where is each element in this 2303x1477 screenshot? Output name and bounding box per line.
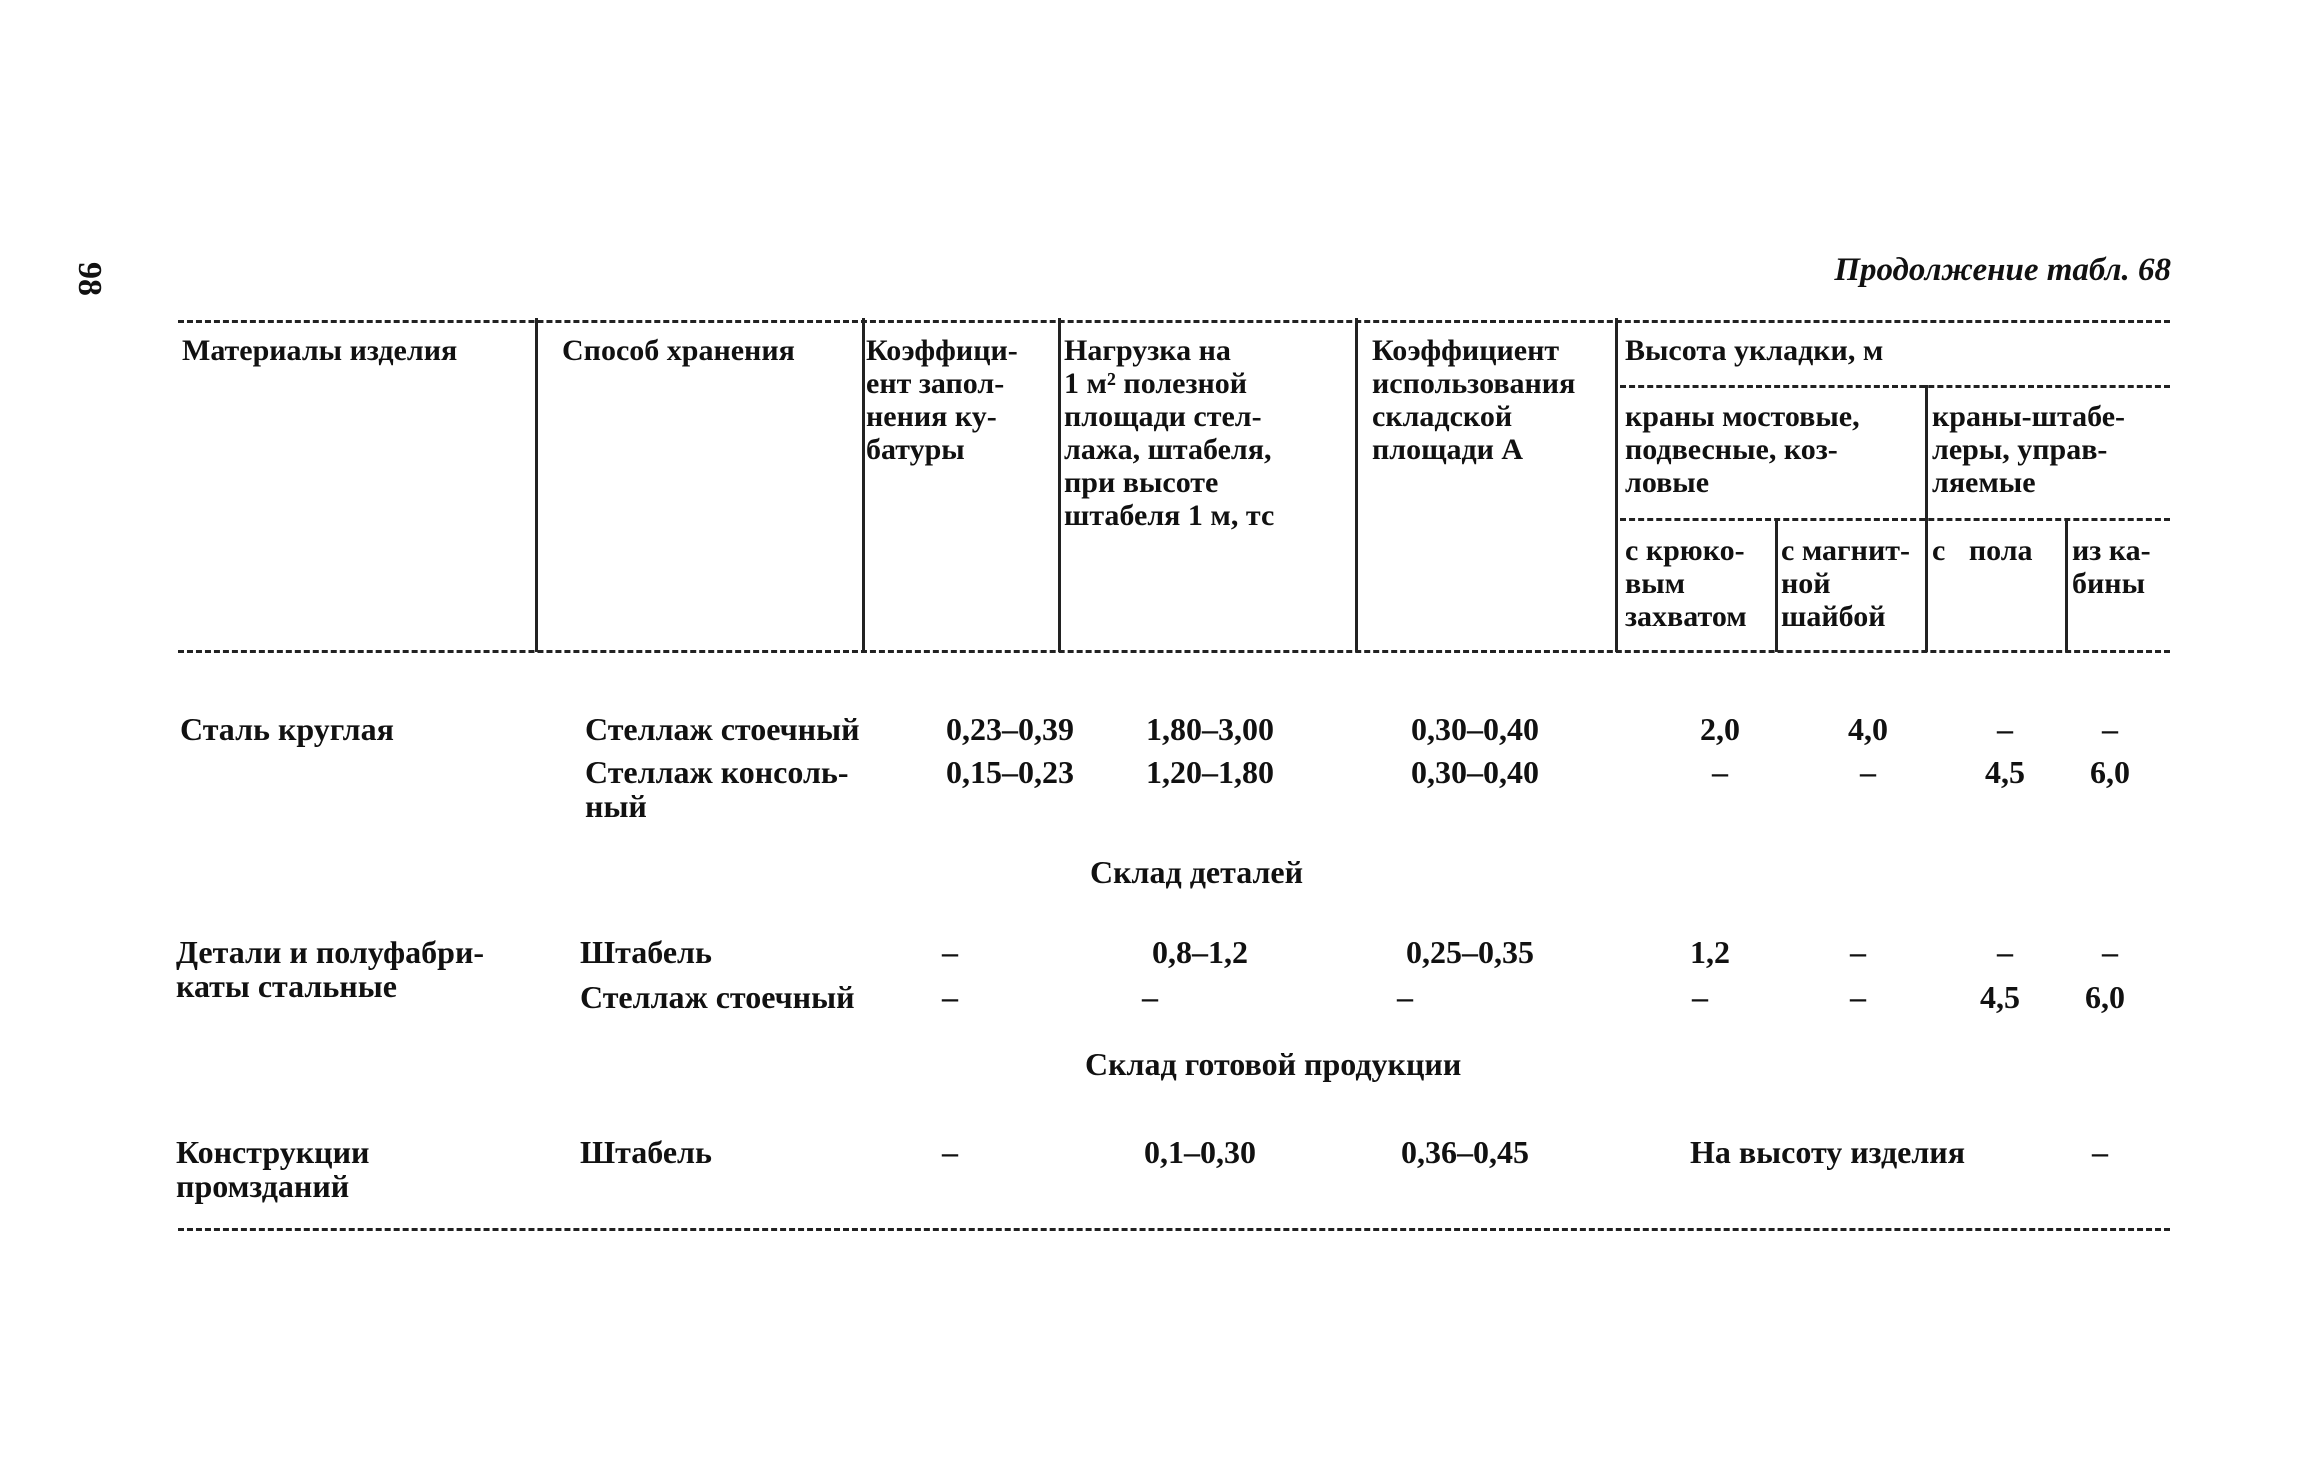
header-magnet: с магнит- ной шайбой xyxy=(1781,534,1910,633)
row4-magnet: – xyxy=(1850,979,1866,1015)
col-divider xyxy=(1355,318,1358,652)
header-cabin: из ка- бины xyxy=(2072,534,2151,600)
row1-floor: – xyxy=(1997,711,2013,747)
row5-height: На высоту изделия xyxy=(1690,1134,1966,1170)
row3-hook: 1,2 xyxy=(1690,934,1730,970)
row1-material: Сталь круглая xyxy=(180,711,394,747)
header-storage: Способ хранения xyxy=(562,334,795,367)
row4-usage: – xyxy=(1397,979,1413,1015)
height-subheader-rule xyxy=(1620,385,2170,388)
row4-load: – xyxy=(1142,979,1158,1015)
row2-cabin: 6,0 xyxy=(2090,754,2130,790)
header-usage-coef: Коэффициент использования складской площади А xyxy=(1372,334,1576,466)
row2-hook: – xyxy=(1712,754,1728,790)
header-floor: с пола xyxy=(1932,534,2033,567)
row5-cabin: – xyxy=(2092,1134,2108,1170)
table-top-rule xyxy=(178,320,2170,323)
row5-storage: Штабель xyxy=(580,1134,712,1170)
row4-cabin: 6,0 xyxy=(2085,979,2125,1015)
row2-usage: 0,30–0,40 xyxy=(1411,754,1539,790)
header-cranes-bridge: краны мостовые, подвесные, коз- ловые xyxy=(1625,400,1860,499)
col-divider xyxy=(1775,518,1778,652)
section-heading: Склад готовой продукции xyxy=(1085,1046,1462,1082)
crane-subheader-rule xyxy=(1620,518,2170,521)
row1-fill: 0,23–0,39 xyxy=(946,711,1074,747)
row1-hook: 2,0 xyxy=(1700,711,1740,747)
row2-storage: Стеллаж консоль- ный xyxy=(585,754,849,824)
col-divider xyxy=(862,318,865,652)
row1-usage: 0,30–0,40 xyxy=(1411,711,1539,747)
col-divider xyxy=(1058,318,1061,652)
row3-load: 0,8–1,2 xyxy=(1152,934,1248,970)
row3-magnet: – xyxy=(1850,934,1866,970)
table-caption: Продолжение табл. 68 xyxy=(1834,252,2171,288)
row2-load: 1,20–1,80 xyxy=(1146,754,1274,790)
row5-fill: – xyxy=(942,1134,958,1170)
row2-floor: 4,5 xyxy=(1985,754,2025,790)
row4-hook: – xyxy=(1692,979,1708,1015)
row5-material: Конструкции промзданий xyxy=(176,1134,370,1204)
header-bottom-rule xyxy=(178,650,2170,653)
row4-fill: – xyxy=(942,979,958,1015)
row3-floor: – xyxy=(1997,934,2013,970)
row1-magnet: 4,0 xyxy=(1848,711,1888,747)
row1-storage: Стеллаж стоечный xyxy=(585,711,860,747)
col-divider xyxy=(2065,518,2068,652)
row2-fill: 0,15–0,23 xyxy=(946,754,1074,790)
table-bottom-rule xyxy=(178,1228,2170,1231)
row4-storage: Стеллаж стоечный xyxy=(580,979,855,1015)
row3-fill: – xyxy=(942,934,958,970)
col-divider xyxy=(1615,318,1618,652)
header-height: Высота укладки, м xyxy=(1625,334,1884,367)
row3-cabin: – xyxy=(2102,934,2118,970)
row2-magnet: – xyxy=(1860,754,1876,790)
section-heading: Склад деталей xyxy=(1090,854,1304,890)
col-divider xyxy=(535,318,538,652)
row5-load: 0,1–0,30 xyxy=(1144,1134,1256,1170)
header-load: Нагрузка на 1 м² полезной площади стел- лажа, штабеля, при высоте штабеля 1 м, тс xyxy=(1064,334,1275,532)
row3-storage: Штабель xyxy=(580,934,712,970)
row3-material: Детали и полуфабри- каты стальные xyxy=(176,934,485,1004)
row1-load: 1,80–3,00 xyxy=(1146,711,1274,747)
row4-floor: 4,5 xyxy=(1980,979,2020,1015)
header-hook: с крюко- вым захватом xyxy=(1625,534,1747,633)
col-divider xyxy=(1925,385,1928,652)
row5-usage: 0,36–0,45 xyxy=(1401,1134,1529,1170)
row3-usage: 0,25–0,35 xyxy=(1406,934,1534,970)
row1-cabin: – xyxy=(2102,711,2118,747)
header-fill-coef: Коэффици- ент запол- нения ку- батуры xyxy=(866,334,1018,466)
page-number: 98 xyxy=(71,262,108,296)
header-cranes-stacker: краны-штабе- леры, управ- ляемые xyxy=(1932,400,2126,499)
header-material: Материалы изделия xyxy=(182,334,458,367)
